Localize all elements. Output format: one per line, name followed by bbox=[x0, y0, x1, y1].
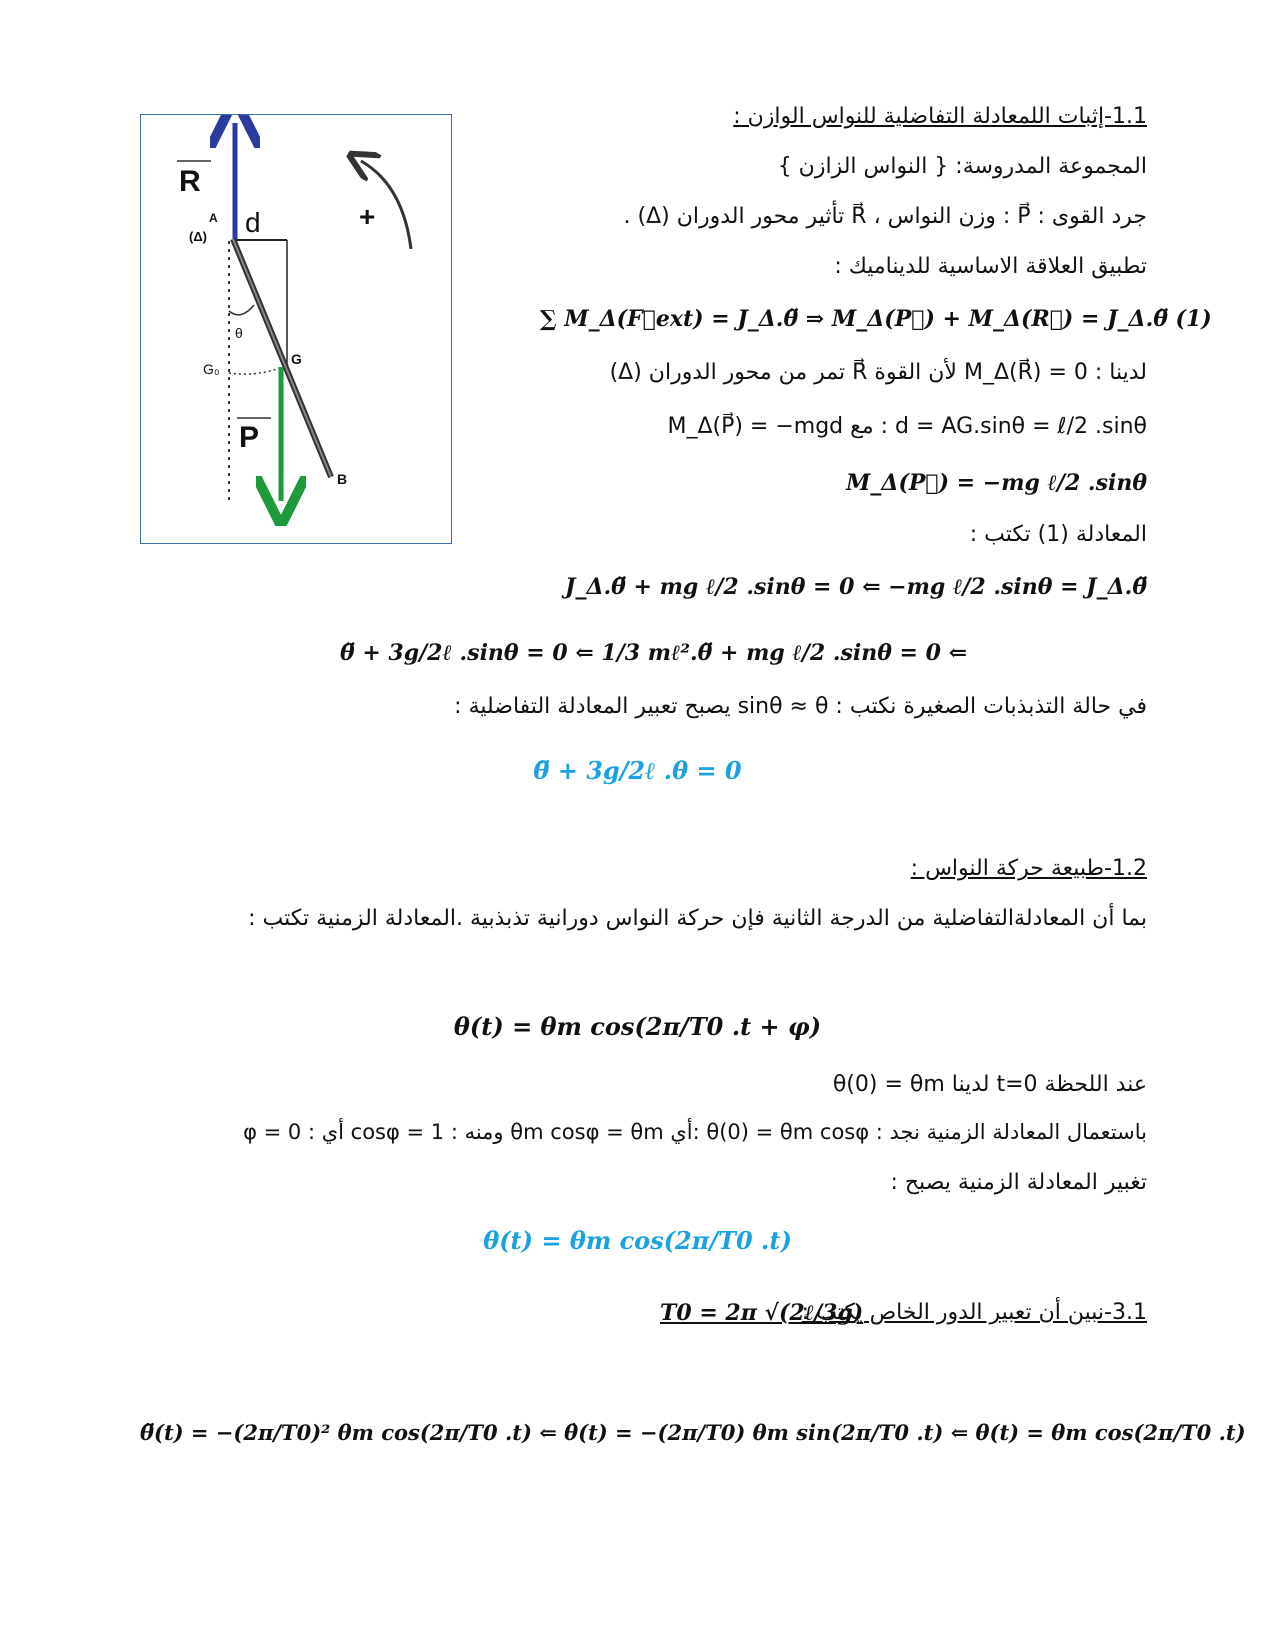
time-equation-becomes: تغبير المعادلة الزمنية يصبح : bbox=[890, 1170, 1147, 1195]
time-equation: θ(t) = θm cos(2π/T0 .t + φ) bbox=[453, 1012, 822, 1041]
label-P: P bbox=[239, 421, 260, 454]
label-B: B bbox=[337, 471, 348, 487]
label-R: R bbox=[179, 165, 201, 198]
label-G: G bbox=[291, 351, 302, 367]
derivatives-equation: θ̈(t) = −(2π/T0)² θm cos(2π/T0 .t) ⇐ θ̇(t) = −(2π/T0) θm sin(2π/T0 .t) ⇐ θ(t) = θm cos(2π/T0 .t) bbox=[140, 1420, 1246, 1445]
label-G0: G₀ bbox=[203, 361, 220, 377]
studied-system: المجموعة المدروسة: { النواس الزازن } bbox=[777, 154, 1147, 179]
differential-equation-final: θ̈ + 3g/2ℓ .θ = 0 bbox=[533, 756, 742, 785]
small-oscillations: في حالة التذبذبات الصغيرة نكتب : sinθ ≈ θ يصبح تعبير المعادلة التفاضلية : bbox=[454, 694, 1147, 719]
forces-inventory: جرد القوى : P⃗ : وزن النواس ، R⃗ تأثير محور الدوران (Δ) . bbox=[623, 204, 1147, 229]
moment-P-statement: d = AG.sinθ = ℓ/2 .sinθ : مع M_Δ(P⃗) = −mgd bbox=[667, 414, 1147, 439]
label-plus: + bbox=[359, 201, 376, 232]
label-theta: θ bbox=[235, 325, 243, 341]
motion-nature-statement: بما أن المعادلةالتفاضلية من الدرجة الثانية فإن حركة النواس دورانية تذبذبية .المعادلة الزمنية تكتب : bbox=[248, 906, 1147, 931]
apply-law: تطبيق العلاقة الاساسية للديناميك : bbox=[834, 254, 1147, 279]
equation-main: ∑ M_Δ(F⃗ext) = J_Δ.θ̈ ⇒ M_Δ(P⃗) + M_Δ(R⃗) = J_Δ.θ̈ (1) bbox=[540, 306, 1212, 332]
theta-arc bbox=[229, 305, 254, 315]
phase-derivation: باستعمال المعادلة الزمنية نجد : θ(0) = θm cosφ :أي θm cosφ = θm ومنه : cosφ = 1 أي : φ = 0 bbox=[243, 1120, 1147, 1144]
equation-step2: θ̈ + 3g/2ℓ .sinθ = 0 ⇐ 1/3 mℓ².θ̈ + mg ℓ/2 .sinθ = 0 ⇐ bbox=[340, 640, 968, 666]
initial-condition: عند اللحظة t=0 لدينا θ(0) = θm bbox=[832, 1072, 1147, 1097]
section3-title: 3.1-نبين أن تعبير الدور الخاص يكتب : bbox=[801, 1300, 1147, 1325]
G0-dotted-arc bbox=[229, 367, 283, 374]
time-equation-final: θ(t) = θm cos(2π/T0 .t) bbox=[483, 1226, 792, 1255]
section1-title: 1.1-إثبات اللمعادلة التفاضلية للنواس الوازن : bbox=[733, 104, 1147, 129]
label-A: A bbox=[209, 211, 218, 225]
section2-title: 1.2-طبيعة حركة النواس : bbox=[910, 856, 1147, 881]
label-delta: (Δ) bbox=[189, 229, 208, 244]
equation1-writes: المعادلة (1) تكتب : bbox=[969, 522, 1147, 547]
equation-step1: J_Δ.θ̈ + mg ℓ/2 .sinθ = 0 ⇐ −mg ℓ/2 .sinθ = J_Δ.θ̈ bbox=[565, 574, 1147, 600]
moment-R-statement: لدينا : M_Δ(R⃗) = 0 لأن القوة R⃗ تمر من محور الدوران (Δ) bbox=[609, 360, 1147, 385]
pendulum-figure bbox=[140, 114, 452, 544]
label-d: d bbox=[245, 207, 261, 238]
moment-P-expression: M_Δ(P⃗) = −mg ℓ/2 .sinθ bbox=[846, 470, 1147, 496]
period-equation: T0 = 2π √(2ℓ/3g) bbox=[660, 1300, 864, 1326]
